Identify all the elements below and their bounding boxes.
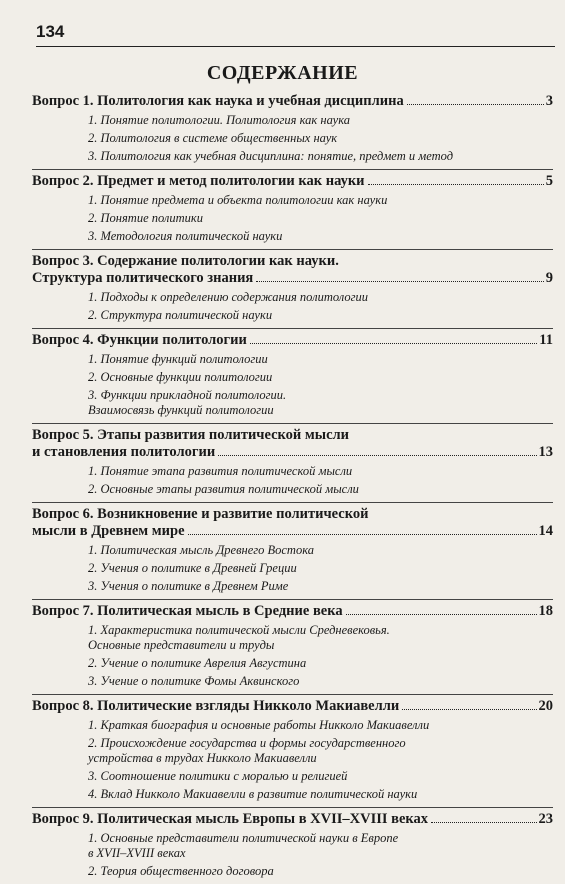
toc-subitem: 2. Политология в системе общественных наук xyxy=(88,131,338,145)
question-title-line1 xyxy=(32,427,553,444)
question-title: Вопрос 9. Политическая мысль Европы в XVII–XVIII веках xyxy=(32,811,429,827)
dot-leader xyxy=(250,343,537,344)
page-ref: 18 xyxy=(538,603,553,619)
toc-subitem: 2. Структура политической науки xyxy=(88,308,273,322)
dot-leader xyxy=(402,709,536,710)
toc-question xyxy=(32,600,553,695)
toc-question xyxy=(32,808,553,884)
header-rule xyxy=(36,46,555,47)
toc-subitem: 3. Политология как учебная дисциплина: понятие, предмет и метод xyxy=(88,149,454,163)
dot-leader xyxy=(218,455,536,456)
question-title-row xyxy=(32,811,553,828)
dot-leader xyxy=(368,184,544,185)
question-title-row xyxy=(32,173,553,190)
toc-question xyxy=(32,170,553,250)
question-title: Вопрос 6. Возникновение и развитие политической xyxy=(32,506,369,522)
toc-subitem: 2. Теория общественного договора xyxy=(88,864,274,878)
question-title-row xyxy=(32,444,553,461)
question-title-row xyxy=(32,603,553,620)
toc-subitem: 3. Методология политической науки xyxy=(88,229,283,243)
toc-subitem xyxy=(32,831,553,861)
question-title-line1 xyxy=(32,506,553,523)
toc-subitem-cont: Основные представители и труды xyxy=(88,638,275,652)
toc-subitem-cont: в XVII–XVIII веках xyxy=(88,846,186,860)
page-ref: 3 xyxy=(545,93,553,109)
toc-subitem: 2. Основные функции политологии xyxy=(88,370,273,384)
page-number: 134 xyxy=(36,22,65,41)
dot-leader xyxy=(256,281,543,282)
question-title-row xyxy=(32,332,553,349)
toc-question xyxy=(32,250,553,329)
dot-leader xyxy=(431,822,536,823)
dot-leader xyxy=(407,104,544,105)
dot-leader xyxy=(188,534,537,535)
dot-leader xyxy=(346,614,537,615)
page-ref: 9 xyxy=(545,270,553,286)
toc-subitem: 1. Подходы к определению содержания политологии xyxy=(88,290,369,304)
question-title: Вопрос 1. Политология как наука и учебная дисциплина xyxy=(32,93,404,109)
page-ref: 20 xyxy=(538,698,553,714)
toc-subitem: 4. Вклад Никколо Макиавелли в развитие политической науки xyxy=(88,787,418,801)
toc-subitem-text: 1. Основные представители политической науки в Европе xyxy=(88,831,399,845)
question-title-cont: и становления политологии xyxy=(32,444,216,460)
toc-subitem: 1. Понятие политологии. Политология как наука xyxy=(88,113,350,127)
toc-subitem: 3. Учения о политике в Древнем Риме xyxy=(88,579,289,593)
page-ref: 5 xyxy=(545,173,553,189)
toc-subitem-cont: Взаимосвязь функций политологии xyxy=(88,403,274,417)
question-title: Вопрос 7. Политическая мысль в Средние века xyxy=(32,603,343,619)
question-title: Вопрос 5. Этапы развития политической мысли xyxy=(32,427,350,443)
toc-subitem: 2. Учение о политике Аврелия Августина xyxy=(88,656,307,670)
page-ref: 14 xyxy=(538,523,553,539)
toc-subitem-text: 3. Функции прикладной политологии. xyxy=(88,388,287,402)
question-title: Вопрос 2. Предмет и метод политологии как науки xyxy=(32,173,365,189)
question-title: Вопрос 4. Функции политологии xyxy=(32,332,247,348)
page-ref: 11 xyxy=(539,332,553,348)
toc-subitem xyxy=(32,736,553,766)
toc-subitem: 2. Учения о политике в Древней Греции xyxy=(88,561,297,575)
page-ref: 23 xyxy=(538,811,553,827)
toc-subitem: 1. Понятие этапа развития политической мысли xyxy=(88,464,353,478)
toc-question xyxy=(32,90,553,170)
toc-subitem-cont: устройства в трудах Никколо Макиавелли xyxy=(88,751,317,765)
question-title-row xyxy=(32,93,553,110)
question-title-row xyxy=(32,523,553,540)
toc-subitem: 1. Понятие функций политологии xyxy=(88,352,268,366)
question-title-cont: Структура политического знания xyxy=(32,270,254,286)
toc-question xyxy=(32,503,553,600)
toc-subitem: 2. Понятие политики xyxy=(88,211,204,225)
toc-subitem-text: 1. Характеристика политической мысли Средневековья. xyxy=(88,623,390,637)
question-title: Вопрос 3. Содержание политологии как науки. xyxy=(32,253,339,269)
toc-subitem: 3. Учение о политике Фомы Аквинского xyxy=(88,674,300,688)
toc-subitem: 3. Соотношение политики с моралью и религией xyxy=(88,769,348,783)
toc-subitem xyxy=(32,623,553,653)
toc-subitem: 1. Политическая мысль Древнего Востока xyxy=(88,543,314,557)
toc-question xyxy=(32,695,553,808)
question-title: Вопрос 8. Политические взгляды Никколо Макиавелли xyxy=(32,698,400,714)
toc-subitem: 1. Краткая биография и основные работы Никколо Макиавелли xyxy=(88,718,430,732)
toc-subitem xyxy=(32,388,553,418)
table-of-contents xyxy=(32,90,553,884)
question-title-cont: мысли в Древнем мире xyxy=(32,523,185,539)
toc-subitem: 2. Основные этапы развития политической мысли xyxy=(88,482,359,496)
question-title-line1 xyxy=(32,253,553,270)
question-title-row xyxy=(32,270,553,287)
toc-question xyxy=(32,424,553,503)
question-title-row xyxy=(32,698,553,715)
toc-subitem: 1. Понятие предмета и объекта политологии как науки xyxy=(88,193,388,207)
toc-subitem-text: 2. Происхождение государства и формы государственного xyxy=(88,736,406,750)
page-title: СОДЕРЖАНИЕ xyxy=(206,62,359,84)
toc-question xyxy=(32,329,553,424)
page-ref: 13 xyxy=(538,444,553,460)
